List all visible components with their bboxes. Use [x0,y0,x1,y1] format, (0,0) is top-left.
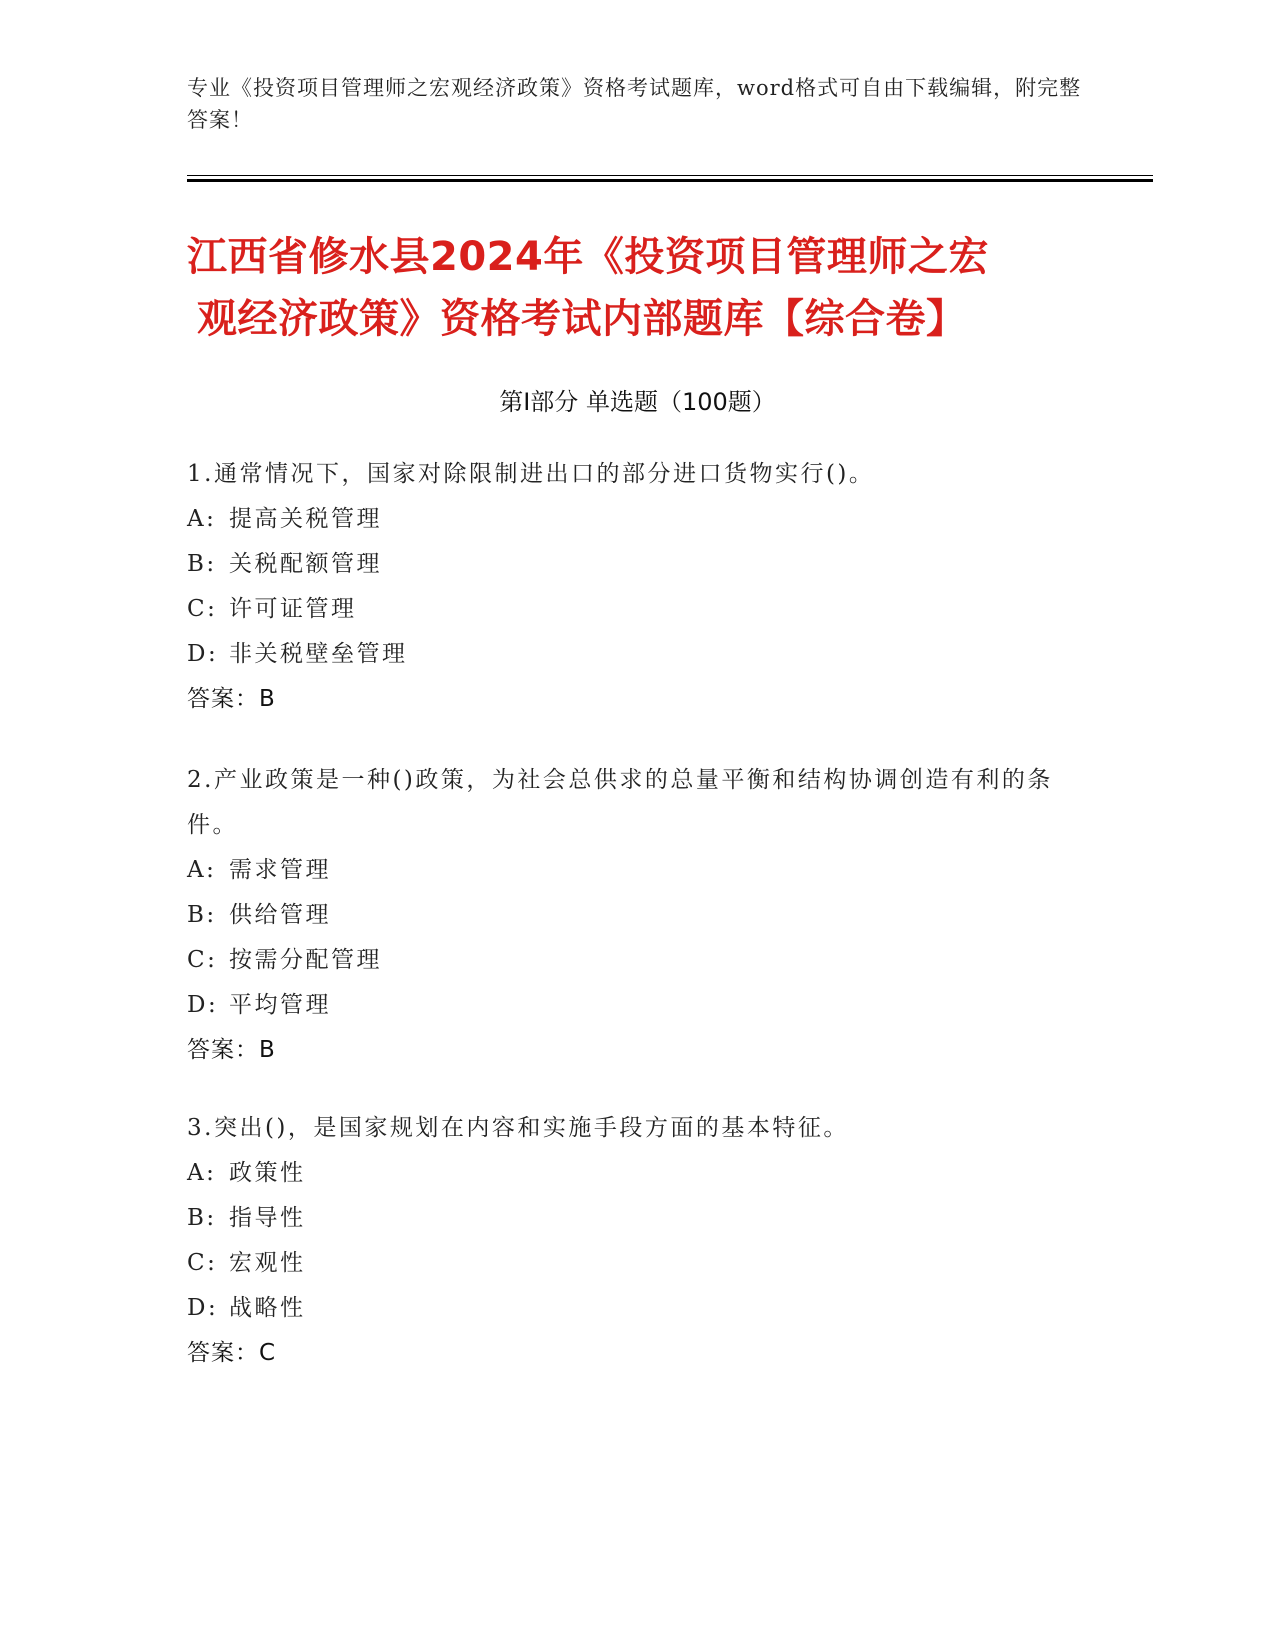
option-letter: A: [187,506,217,532]
header-note: 专业《投资项目管理师之宏观经济政策》资格考试题库，word格式可自由下载编辑，附完整答案！ [187,76,1082,132]
option-d [187,983,1067,1028]
option-b [187,893,1067,938]
option-text: 提高关税管理 [229,506,382,532]
option-text: 许可证管理 [229,596,357,622]
answer-label: 答案：B [187,1037,276,1063]
option-letter: B: [187,1205,217,1231]
option-letter: A: [187,1160,217,1186]
option-a [187,1151,1067,1196]
question-stem: 3.突出()，是国家规划在内容和实施手段方面的基本特征。 [187,1115,849,1141]
option-text: 战略性 [229,1295,306,1321]
document-title [187,226,1087,350]
question-stem: 2.产业政策是一种()政策，为社会总供求的总量平衡和结构协调创造有利的条件。 [187,767,1053,838]
answer-label: 答案：B [187,686,276,712]
document-title-line-2: 观经济政策》资格考试内部题库【综合卷】 [197,296,967,342]
option-d [187,632,1067,677]
option-text: 供给管理 [229,902,331,928]
option-a [187,848,1067,893]
option-text: 非关税壁垒管理 [229,641,408,667]
option-c [187,1241,1067,1286]
question-2 [187,758,1067,1073]
answer-label: 答案：C [187,1340,277,1366]
option-letter: B: [187,551,217,577]
option-letter: C: [187,1250,218,1276]
option-text: 关税配额管理 [229,551,382,577]
option-letter: D: [187,1295,219,1321]
option-a [187,497,1067,542]
option-letter: A: [187,857,217,883]
question-1 [187,452,1067,722]
question-stem: 1.通常情况下，国家对除限制进出口的部分进口货物实行()。 [187,461,875,487]
option-text: 按需分配管理 [229,947,382,973]
option-letter: C: [187,947,218,973]
option-b [187,542,1067,587]
option-d [187,1286,1067,1331]
option-letter: C: [187,596,218,622]
option-text: 平均管理 [229,992,331,1018]
option-letter: D: [187,641,219,667]
header-rule-thick [187,179,1153,182]
option-text: 需求管理 [229,857,331,883]
section-heading: 第Ⅰ部分 单选题（100题） [499,388,776,416]
document-title-line-1: 江西省修水县2024年《投资项目管理师之宏 [187,234,989,280]
option-c [187,587,1067,632]
option-letter: D: [187,992,219,1018]
option-b [187,1196,1067,1241]
option-letter: B: [187,902,217,928]
header-rule-thin [187,175,1153,176]
option-c [187,938,1067,983]
question-3 [187,1106,1067,1376]
option-text: 指导性 [229,1205,306,1231]
option-text: 政策性 [229,1160,306,1186]
option-text: 宏观性 [229,1250,306,1276]
